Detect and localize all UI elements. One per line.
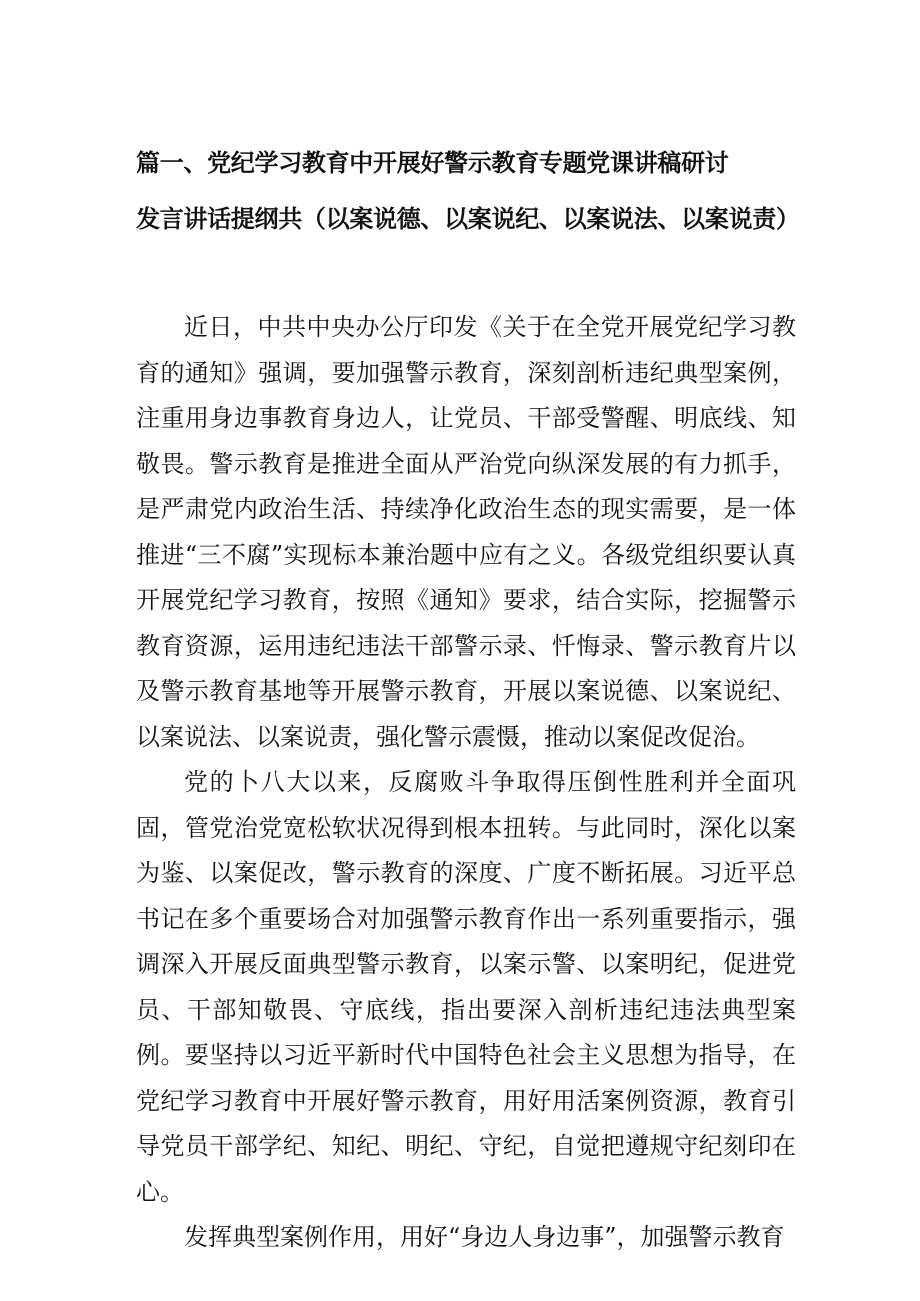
document-title-line-2: 发言讲话提纲共（以案说德、以案说纪、以案说法、以案说责） [136,205,800,233]
document-body [136,305,796,1261]
paragraph-2: 党的卜八大以来，反腐败斗争取得压倒性胜利并全面巩固，管党治党宽松软状况得到根本扭转。与此同时，深化以案为鉴、以案促改，警示教育的深度、广度不断拓展。习近平总书记在多个重要场合对加强警示教育作出一系列重要指示，强调深入开展反面典型警示教育，以案示警、以案明纪，促进党员、干部知敬畏、守底线，指出要深入剖析违纪违法典型案例。要坚持以习近平新时代中国特色社会主义思想为指导，在党纪学习教育中开展好警示教育，用好用活案例资源，教育引导党员干部学纪、知纪、明纪、守纪，自觉把遵规守纪刻印在心。 [136,768,796,1206]
document-title-line-1: 篇一、党纪学习教育中开展好警示教育专题党课讲稿研讨 [136,149,729,177]
paragraph-1: 近日，中共中央办公厅印发《关于在全党开展党纪学习教育的通知》强调，要加强警示教育，深刻剖析违纪典型案例，注重用身边事教育身边人，让党员、干部受警醒、明底线、知敬畏。警示教育是推进全面从严治党向纵深发展的有力抓手，是严肃党内政治生活、持续净化政治生态的现实需要，是一体推进“三不腐”实现标本兼治题中应有之义。各级党组织要认真开展党纪学习教育，按照《通知》要求，结合实际，挖掘警示教育资源，运用违纪违法干部警示录、忏悔录、警示教育片以及警示教育基地等开展警示教育，开展以案说德、以案说纪、以案说法、以案说责，强化警示震慑，推动以案促改促治。 [136,313,796,751]
paragraph-3: 发挥典型案例作用，用好“身边人身边事”，加强警示教育 [184,1223,785,1251]
